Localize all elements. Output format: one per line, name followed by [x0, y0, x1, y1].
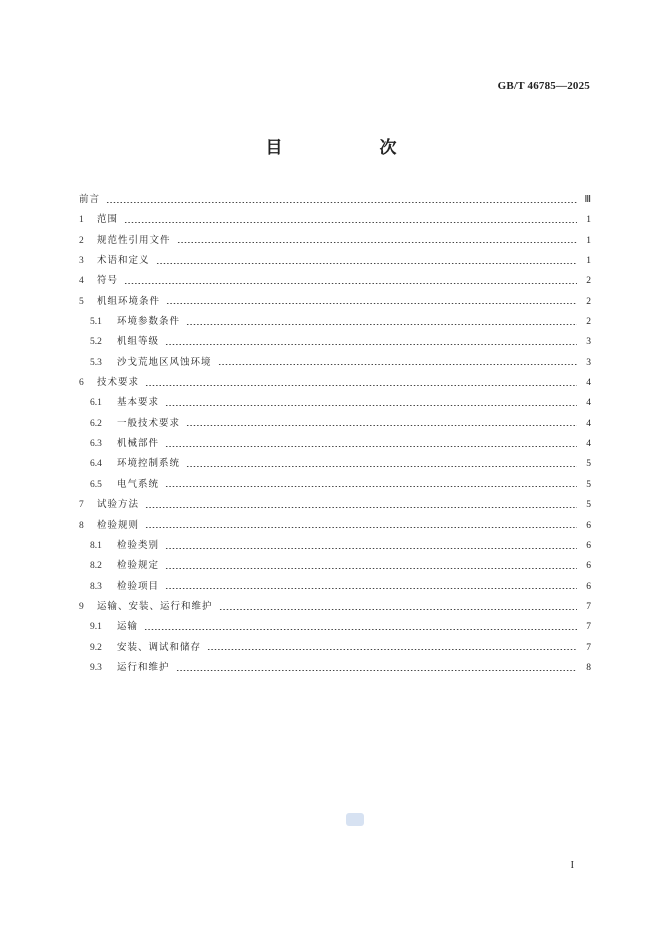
- toc-entry-number: 8.3: [90, 581, 102, 592]
- toc-entry-page: 2: [586, 276, 591, 287]
- toc-entry-page: 1: [586, 215, 591, 226]
- toc-dot-leader: [156, 263, 577, 264]
- toc-entry[interactable]: [79, 536, 591, 556]
- toc-entry-label: 检验类别: [117, 539, 160, 551]
- toc-entry-page: 6: [586, 520, 591, 531]
- toc-dot-leader: [165, 486, 577, 487]
- toc-entry-number: 4: [79, 276, 84, 287]
- toc-dot-leader: [145, 385, 577, 386]
- toc-entry-label: 试验方法: [97, 499, 140, 511]
- toc-entry-label: 环境控制系统: [117, 458, 181, 470]
- toc-entry-page: Ⅲ: [584, 195, 591, 205]
- toc-entry[interactable]: [79, 210, 591, 230]
- toc-entry-number: 6.5: [90, 479, 102, 490]
- toc-entry-page: 6: [586, 561, 591, 572]
- toc-entry-label: 沙戈荒地区风蚀环境: [117, 356, 212, 368]
- toc-entry-number: 9.1: [90, 622, 102, 633]
- toc-entry-label: 安装、调试和储存: [117, 641, 202, 653]
- toc-title: 目 次: [265, 138, 437, 158]
- toc-entry-label: 环境参数条件: [117, 316, 181, 328]
- toc-entry-number: 6.2: [90, 418, 102, 429]
- toc-dot-leader: [106, 202, 577, 203]
- toc-entry-number: 6: [79, 378, 84, 389]
- toc-entry[interactable]: [79, 597, 591, 617]
- toc-entry-label: 检验规定: [117, 560, 160, 572]
- toc-entry-number: 5.1: [90, 317, 102, 328]
- toc-entry[interactable]: [79, 434, 591, 454]
- toc-entry[interactable]: [79, 292, 591, 312]
- toc-dot-leader: [165, 446, 577, 447]
- toc-entry-page: 2: [586, 317, 591, 328]
- toc-dot-leader: [219, 609, 577, 610]
- toc-entry-label: 运输、安装、运行和维护: [97, 600, 213, 612]
- toc-dot-leader: [145, 507, 577, 508]
- toc-entry-label: 术语和定义: [97, 255, 150, 267]
- toc-entry-number: 9.2: [90, 642, 102, 653]
- toc-entry-label: 检验规则: [97, 519, 140, 531]
- toc-entry[interactable]: [79, 577, 591, 597]
- toc-entry-number: 6.4: [90, 459, 102, 470]
- toc-entry-number: 8: [79, 520, 84, 531]
- toc-entry[interactable]: [79, 617, 591, 637]
- toc-dot-leader: [165, 344, 577, 345]
- toc-dot-leader: [124, 222, 577, 223]
- toc-entry-page: 3: [586, 337, 591, 348]
- toc-entry[interactable]: [79, 393, 591, 413]
- toc-dot-leader: [145, 527, 577, 528]
- toc-entry-number: 7: [79, 500, 84, 511]
- toc-entry[interactable]: [79, 414, 591, 434]
- toc-dot-leader: [176, 670, 577, 671]
- toc-entry-page: 5: [586, 500, 591, 511]
- toc-entry-number: 6.1: [90, 398, 102, 409]
- toc-entry-label: 基本要求: [117, 397, 160, 409]
- toc-entry-page: 6: [586, 540, 591, 551]
- toc-entry-number: 8.1: [90, 540, 102, 551]
- toc-dot-leader: [218, 364, 577, 365]
- toc-entry-page: 4: [586, 398, 591, 409]
- toc-entry-number: 5.3: [90, 357, 102, 368]
- toc-entry-label: 符号: [97, 275, 119, 287]
- toc-dot-leader: [186, 324, 577, 325]
- toc-dot-leader: [186, 425, 577, 426]
- toc-entry[interactable]: [79, 454, 591, 474]
- toc-entry-page: 1: [586, 256, 591, 267]
- toc-entry[interactable]: [79, 556, 591, 576]
- toc-dot-leader: [165, 405, 577, 406]
- toc-entry-page: 5: [586, 459, 591, 470]
- toc-entry-label: 技术要求: [97, 377, 140, 389]
- toc-entry-label: 范围: [97, 214, 119, 226]
- toc-entry[interactable]: [79, 638, 591, 658]
- toc-entry-number: 2: [79, 235, 84, 246]
- toc-entry-number: 1: [79, 215, 84, 226]
- toc-entry-page: 3: [586, 357, 591, 368]
- toc-entry-label: 运输: [117, 621, 139, 633]
- toc-dot-leader: [124, 283, 577, 284]
- toc-entry[interactable]: [79, 271, 591, 291]
- toc-entry[interactable]: [79, 190, 591, 210]
- toc-entry-page: 7: [586, 642, 591, 653]
- toc-entry-page: 1: [586, 235, 591, 246]
- toc-entry-number: 9: [79, 601, 84, 612]
- toc-entry-number: 8.2: [90, 561, 102, 572]
- toc-entry-label: 检验项目: [117, 580, 160, 592]
- toc-entry-label: 电气系统: [117, 478, 160, 490]
- toc-entry-number: 9.3: [90, 662, 102, 673]
- toc-entry-page: 8: [586, 662, 591, 673]
- toc-entry-number: 6.3: [90, 439, 102, 450]
- toc-entry-label: 一般技术要求: [117, 417, 181, 429]
- toc-entry-page: 7: [586, 601, 591, 612]
- toc-entry-number: 3: [79, 256, 84, 267]
- toc-dot-leader: [144, 629, 577, 630]
- toc-dot-leader: [177, 242, 577, 243]
- toc-entry[interactable]: [79, 658, 591, 678]
- toc-entry-label: 规范性引用文件: [97, 234, 171, 246]
- toc-entry-page: 6: [586, 581, 591, 592]
- toc-dot-leader: [166, 303, 577, 304]
- toc-dot-leader: [165, 548, 577, 549]
- toc-dot-leader: [165, 568, 577, 569]
- toc-entry[interactable]: [79, 495, 591, 515]
- toc-entry[interactable]: [79, 475, 591, 495]
- toc-entry-page: 7: [586, 622, 591, 633]
- toc-entry-number: 5: [79, 296, 84, 307]
- toc-entry-label: 机组环境条件: [97, 295, 161, 307]
- toc-entry[interactable]: [79, 516, 591, 536]
- toc-entry-label: 前言: [79, 194, 101, 205]
- toc-entry-number: 5.2: [90, 337, 102, 348]
- toc-entry[interactable]: [79, 353, 591, 373]
- toc-entry[interactable]: [79, 251, 591, 271]
- toc-entry-label: 运行和维护: [117, 661, 170, 673]
- toc-entry-page: 5: [586, 479, 591, 490]
- watermark-logo-icon: [346, 813, 364, 826]
- toc-entry-label: 机组等级: [117, 336, 160, 348]
- toc-entry[interactable]: [79, 231, 591, 251]
- toc-dot-leader: [165, 588, 577, 589]
- toc-dot-leader: [207, 649, 577, 650]
- toc-entry-page: 4: [586, 418, 591, 429]
- page-number: I: [570, 860, 574, 871]
- toc-entry-page: 4: [586, 439, 591, 450]
- toc-entry-page: 4: [586, 378, 591, 389]
- toc-dot-leader: [186, 466, 577, 467]
- table-of-contents: [79, 190, 591, 678]
- toc-entry[interactable]: [79, 373, 591, 393]
- standard-number: GB/T 46785—2025: [497, 80, 590, 92]
- toc-entry-page: 2: [586, 296, 591, 307]
- toc-entry[interactable]: [79, 312, 591, 332]
- toc-entry-label: 机械部件: [117, 438, 160, 450]
- toc-entry[interactable]: [79, 332, 591, 352]
